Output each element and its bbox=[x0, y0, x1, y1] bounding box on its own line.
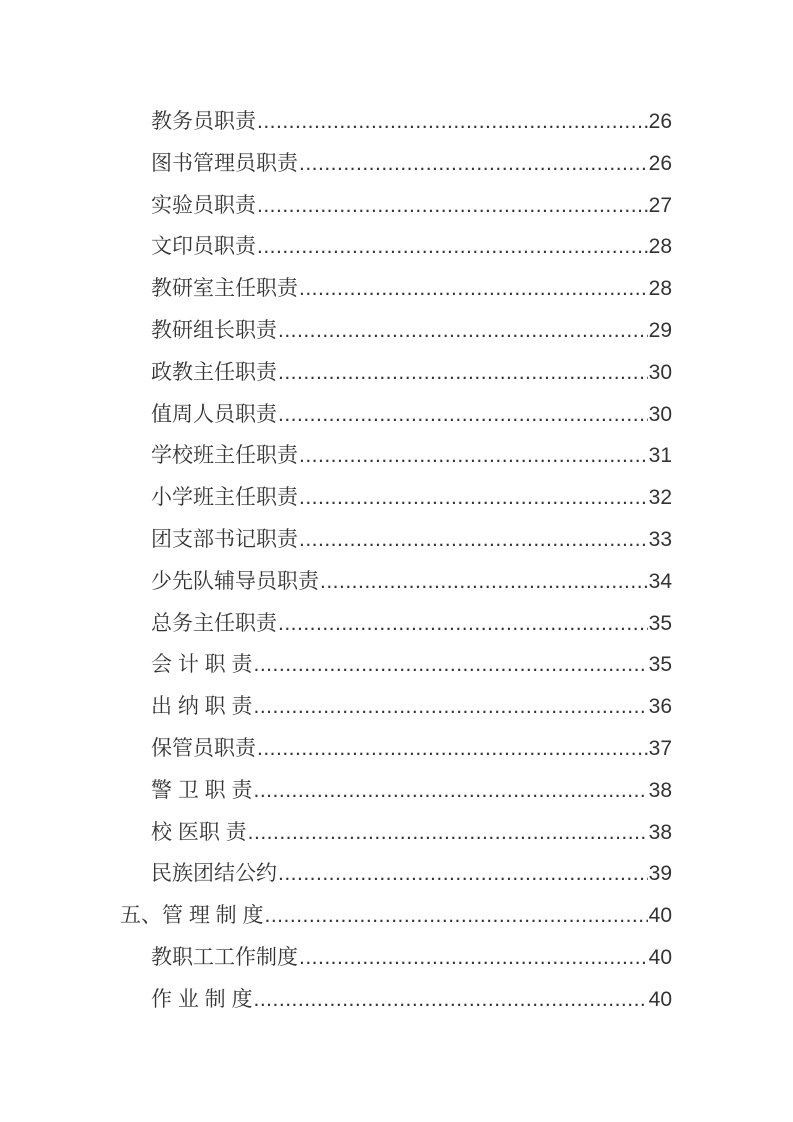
toc-entry[interactable] bbox=[120, 143, 672, 185]
toc-entry-page: 26 bbox=[648, 110, 672, 133]
toc-dot-leader bbox=[299, 143, 648, 185]
toc-dot-leader bbox=[278, 853, 648, 895]
toc-dot-leader bbox=[299, 477, 648, 519]
toc-entry[interactable] bbox=[120, 561, 672, 603]
toc-entry-label: 教务员职责 bbox=[151, 110, 256, 133]
toc-entry-page: 40 bbox=[648, 945, 672, 969]
toc-entry[interactable] bbox=[120, 477, 672, 519]
toc-dot-leader bbox=[278, 603, 648, 645]
toc-entry[interactable] bbox=[120, 770, 672, 812]
toc-entry[interactable] bbox=[120, 519, 672, 561]
toc-entry-label: 出 纳 职 责 bbox=[151, 695, 253, 719]
toc-dot-leader bbox=[248, 812, 648, 854]
toc-dot-leader bbox=[257, 185, 648, 227]
toc-entry[interactable] bbox=[120, 895, 672, 937]
toc-entry-label: 小学班主任职责 bbox=[151, 486, 298, 510]
toc-entry-page: 39 bbox=[648, 862, 672, 886]
toc-entry[interactable] bbox=[120, 394, 672, 436]
toc-dot-leader bbox=[254, 686, 648, 728]
toc-dot-leader bbox=[257, 226, 648, 268]
toc-entry[interactable] bbox=[120, 853, 672, 895]
toc-entry-page: 30 bbox=[648, 360, 672, 384]
toc-entry-label: 团支部书记职责 bbox=[151, 527, 298, 551]
toc-entry-label: 作 业 制 度 bbox=[151, 987, 253, 1011]
toc-entry[interactable] bbox=[120, 268, 672, 310]
toc-entry-page: 26 bbox=[648, 151, 672, 175]
toc-entry-label: 校 医职 责 bbox=[151, 820, 247, 844]
toc-entry-label: 学校班主任职责 bbox=[151, 444, 298, 468]
toc-entry-page: 36 bbox=[648, 695, 672, 719]
toc-entry-page: 27 bbox=[648, 193, 672, 217]
toc-entry-page: 35 bbox=[648, 611, 672, 635]
toc-entry-page: 38 bbox=[648, 778, 672, 802]
toc-entry[interactable] bbox=[120, 937, 672, 979]
toc-dot-leader bbox=[257, 728, 648, 770]
toc-entry[interactable] bbox=[120, 644, 672, 686]
toc-entry-page: 34 bbox=[648, 569, 672, 593]
toc-dot-leader bbox=[278, 394, 648, 436]
toc-entry-page: 40 bbox=[648, 904, 672, 928]
toc-entry-label: 警 卫 职 责 bbox=[151, 778, 253, 802]
toc-entry[interactable] bbox=[120, 686, 672, 728]
toc-dot-leader bbox=[257, 101, 648, 143]
toc-entry-label: 实验员职责 bbox=[151, 193, 256, 217]
toc-entry-page: 29 bbox=[648, 318, 672, 342]
toc-entry-page: 28 bbox=[648, 277, 672, 301]
toc-entry[interactable] bbox=[120, 812, 672, 854]
toc-entry-label: 值周人员职责 bbox=[151, 402, 277, 426]
toc-entry-page: 30 bbox=[648, 402, 672, 426]
toc-entry-page: 35 bbox=[648, 653, 672, 677]
toc-entry[interactable] bbox=[120, 979, 672, 1021]
toc-entry-label: 总务主任职责 bbox=[151, 611, 277, 635]
toc-entry-page: 31 bbox=[648, 444, 672, 468]
toc-dot-leader bbox=[254, 979, 648, 1021]
toc-dot-leader bbox=[254, 644, 648, 686]
toc-dot-leader bbox=[278, 352, 648, 394]
toc-entry[interactable] bbox=[120, 435, 672, 477]
toc-entry-page: 33 bbox=[648, 527, 672, 551]
toc-entry-label: 政教主任职责 bbox=[151, 360, 277, 384]
toc-entry[interactable] bbox=[120, 226, 672, 268]
toc-dot-leader bbox=[265, 895, 648, 937]
toc-entry-page: 37 bbox=[648, 736, 672, 760]
toc-entry[interactable] bbox=[120, 603, 672, 645]
toc-entry-label: 文印员职责 bbox=[151, 235, 256, 259]
toc-entry-label: 图书管理员职责 bbox=[151, 151, 298, 175]
toc-entry-label: 教职工工作制度 bbox=[151, 945, 298, 969]
toc-entry[interactable] bbox=[120, 310, 672, 352]
toc-entry[interactable] bbox=[120, 352, 672, 394]
toc-dot-leader bbox=[299, 268, 648, 310]
toc-entry-page: 40 bbox=[648, 987, 672, 1011]
toc-entry[interactable] bbox=[120, 185, 672, 227]
toc-entry-page: 28 bbox=[648, 235, 672, 259]
toc-entry-label: 保管员职责 bbox=[151, 736, 256, 760]
toc-entry-page: 32 bbox=[648, 486, 672, 510]
toc-entry-label: 民族团结公约 bbox=[151, 862, 277, 886]
toc-entry-page: 38 bbox=[648, 820, 672, 844]
toc-dot-leader bbox=[299, 435, 648, 477]
toc-entry-label: 教研室主任职责 bbox=[151, 277, 298, 301]
toc-dot-leader bbox=[299, 519, 648, 561]
toc-entry-label: 五、管 理 制 度 bbox=[120, 904, 264, 928]
toc-entry[interactable] bbox=[120, 101, 672, 143]
toc-entry-label: 少先队辅导员职责 bbox=[151, 569, 319, 593]
toc-list bbox=[120, 101, 672, 1021]
toc-entry[interactable] bbox=[120, 728, 672, 770]
toc-dot-leader bbox=[299, 937, 648, 979]
toc-dot-leader bbox=[278, 310, 648, 352]
toc-dot-leader bbox=[254, 770, 648, 812]
toc-entry-label: 教研组长职责 bbox=[151, 318, 277, 342]
toc-entry-label: 会 计 职 责 bbox=[151, 653, 253, 677]
toc-dot-leader bbox=[320, 561, 648, 603]
